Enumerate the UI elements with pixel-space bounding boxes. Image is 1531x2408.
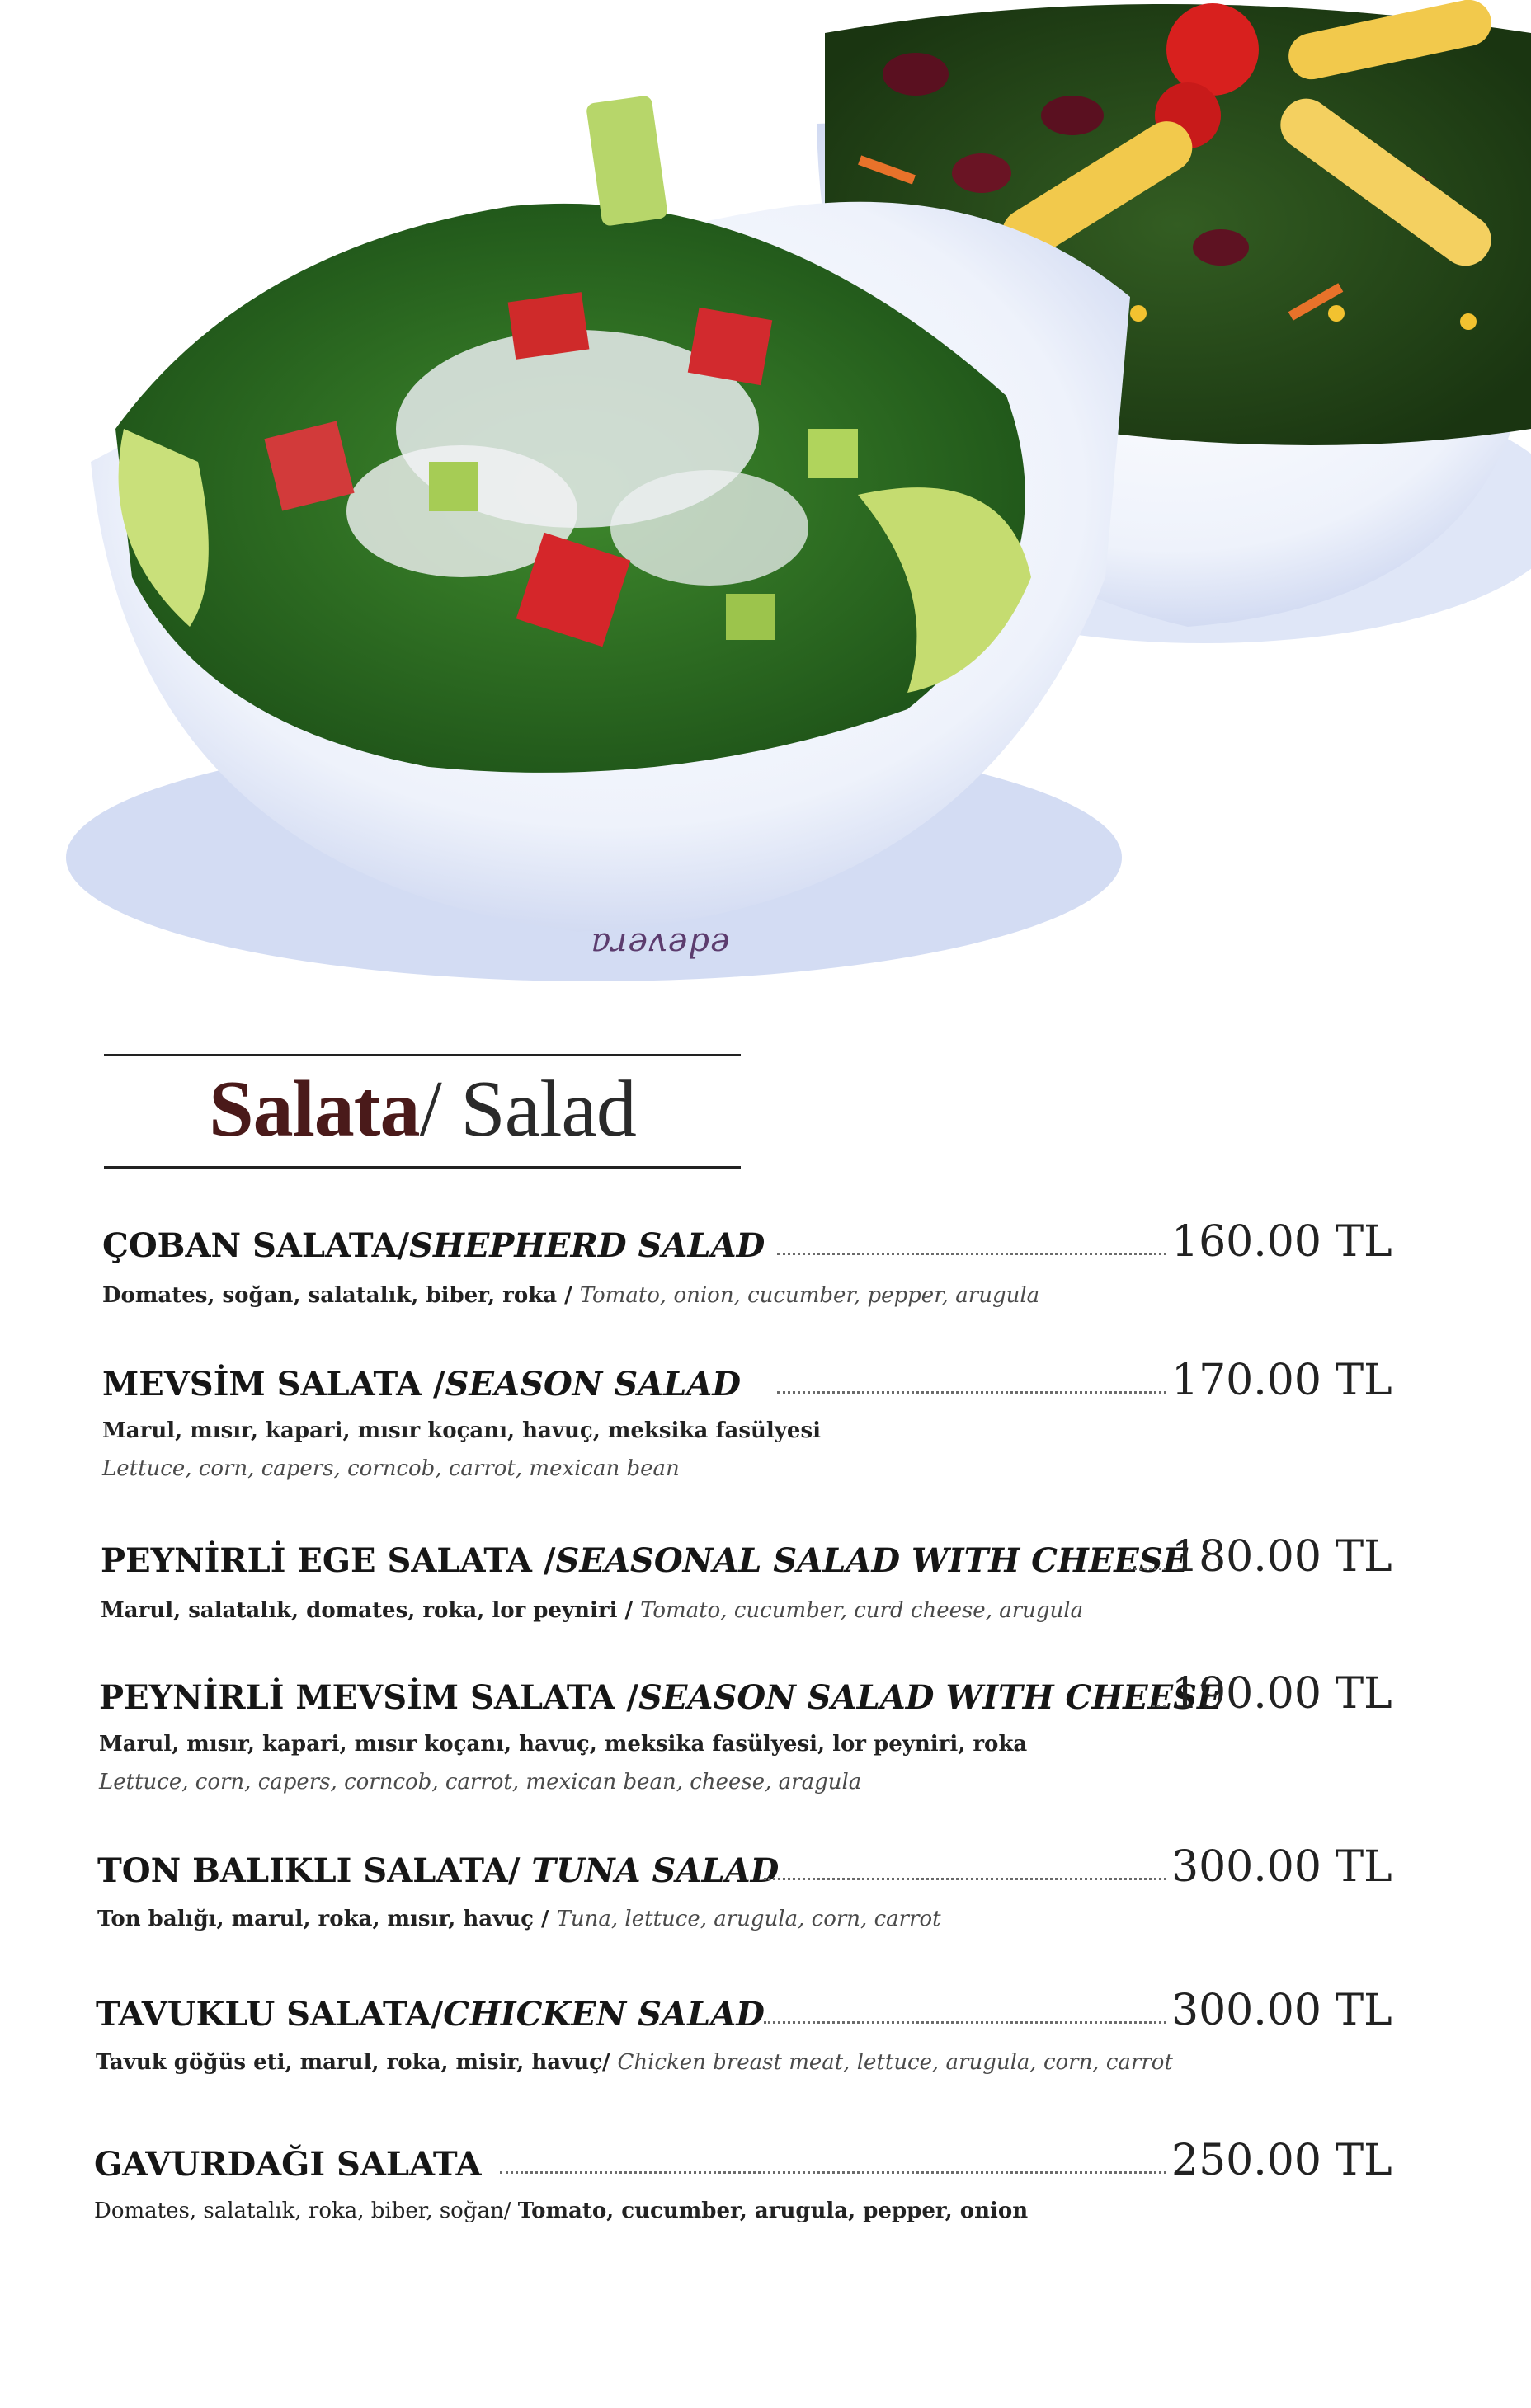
heading-bottom-rule [104,1166,741,1169]
salad-photo [0,0,1531,1014]
item-description-en: Lettuce, corn, capers, corncob, carrot, mexican bean [102,1456,680,1481]
dot-leader [764,1878,1166,1880]
item-description: Marul, salatalık, domates, roka, lor peyniri / Tomato, cucumber, curd cheese, arugula [101,1598,1084,1623]
menu-item [0,1527,1531,1623]
menu-item [0,1981,1531,2075]
item-name: GAVURDAĞI SALATA [94,2145,482,2184]
item-name: PEYNİRLİ MEVSİM SALATA /SEASON SALAD WITH CHEESE [99,1678,1222,1717]
dot-leader [777,1253,1166,1255]
item-description-en: Lettuce, corn, capers, corncob, carrot, mexican bean, cheese, aragula [99,1770,862,1794]
menu-item [0,1212,1531,1308]
item-description: Domates, salatalık, roka, biber, soğan/ Tomato, cucumber, arugula, pepper, onion [94,2199,1029,2223]
item-price: 300.00 TL [1171,1986,1392,2035]
item-description: Marul, mısır, kapari, mısır koçanı, havuç, meksika fasülyesi, lor peyniri, roka [99,1732,1028,1757]
item-description: Tavuk göğüs eti, marul, roka, misir, havuç/ Chicken breast meat, lettuce, arugula, corn, carrot [96,2050,1173,2075]
dot-leader [764,2021,1166,2024]
salad-bowls-illustration [0,0,1531,1014]
menu-item [0,1664,1531,1794]
menu-item [0,2131,1531,2223]
item-name: ÇOBAN SALATA/SHEPHERD SALAD [102,1226,766,1265]
section-title [104,1064,741,1155]
item-name: TAVUKLU SALATA/CHICKEN SALAD [96,1995,765,2034]
dot-leader [777,1391,1166,1394]
shepherd-salad-bowl [66,95,1130,981]
restaurant-logo: edevera [590,925,730,963]
dot-leader [500,2171,1166,2174]
item-price: 160.00 TL [1171,1217,1392,1267]
section-title-tr: Salata [209,1065,420,1154]
section-title-en: Salad [460,1065,636,1154]
item-description: Domates, soğan, salatalık, biber, roka / Tomato, onion, cucumber, pepper, arugula [102,1283,1040,1308]
item-description: Marul, mısır, kapari, mısır koçanı, havuç, meksika fasülyesi [102,1418,821,1443]
item-price: 300.00 TL [1171,1842,1392,1892]
item-description: Ton balığı, marul, roka, mısır, havuç / Tuna, lettuce, arugula, corn, carrot [97,1907,941,1931]
dot-leader [1128,1568,1166,1570]
item-price: 180.00 TL [1171,1532,1392,1582]
dot-leader [1152,1705,1166,1707]
item-name: TON BALIKLI SALATA/ TUNA SALAD [97,1851,780,1890]
item-price: 250.00 TL [1171,2136,1392,2185]
item-price: 190.00 TL [1171,1669,1392,1719]
item-name: MEVSİM SALATA /SEASON SALAD [102,1365,742,1404]
item-name: PEYNİRLİ EGE SALATA /SEASONAL SALAD WITH CHEESE [101,1541,1189,1580]
menu-item [0,1837,1531,1931]
menu-item [0,1351,1531,1481]
section-title-sep: / [419,1065,461,1154]
item-price: 170.00 TL [1171,1356,1392,1405]
heading-top-rule [104,1054,741,1056]
